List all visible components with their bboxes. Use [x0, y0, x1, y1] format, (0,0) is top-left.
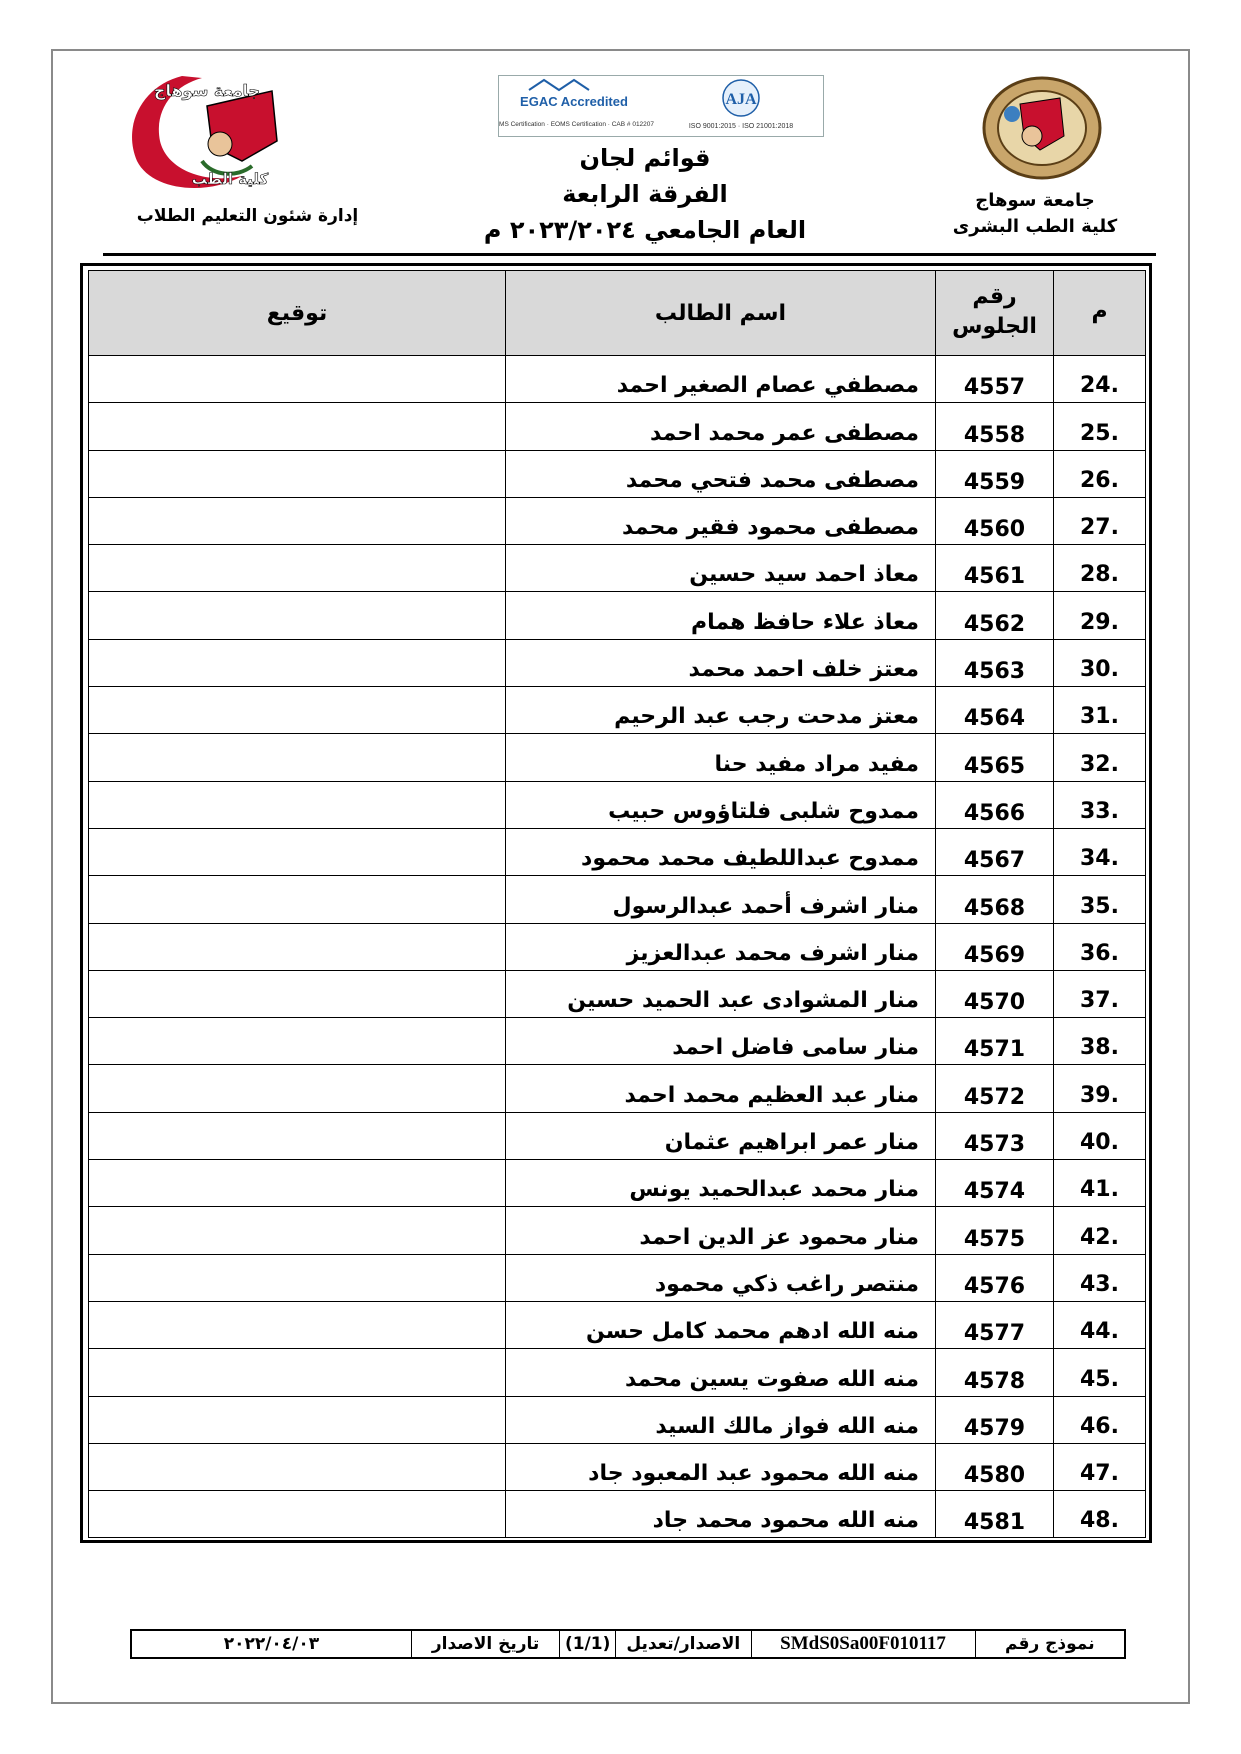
- table-row: [89, 1349, 1146, 1396]
- university-name: جامعة سوهاج: [975, 190, 1095, 211]
- seat-number: 4581: [936, 1491, 1054, 1538]
- table-row: [89, 545, 1146, 592]
- student-name: معاذ علاء حافظ همام: [506, 592, 936, 639]
- student-name: منار سامى فاضل احمد: [506, 1018, 936, 1065]
- table-row: [89, 356, 1146, 403]
- seat-number: 4566: [936, 781, 1054, 828]
- date-label: تاريخ الاصدار: [411, 1631, 559, 1657]
- student-name: منار اشرف محمد عبدالعزيز: [506, 923, 936, 970]
- row-number: 45.: [1054, 1349, 1146, 1396]
- egac-sub: QMS Certification · EOMS Certification · CAB # 012207: [499, 121, 655, 128]
- seat-number: 4567: [936, 828, 1054, 875]
- university-block: [935, 188, 1135, 240]
- table-row: [89, 828, 1146, 875]
- seat-number: 4580: [936, 1443, 1054, 1490]
- student-name: مفيد مراد مفيد حنا: [506, 734, 936, 781]
- table-row: [89, 497, 1146, 544]
- student-name: منار اشرف أحمد عبدالرسول: [506, 876, 936, 923]
- seat-number: 4561: [936, 545, 1054, 592]
- student-name: منه الله محمود عبد المعبود جاد: [506, 1443, 936, 1490]
- document-titles: [440, 140, 850, 248]
- student-name: منار المشوادى عبد الحميد حسين: [506, 970, 936, 1017]
- signature-cell: [89, 923, 506, 970]
- signature-cell: [89, 497, 506, 544]
- row-number: 36.: [1054, 923, 1146, 970]
- seat-number: 4560: [936, 497, 1054, 544]
- table-row: [89, 1491, 1146, 1538]
- aja-text: AJA: [725, 91, 757, 108]
- table-row: [89, 592, 1146, 639]
- table-header-row: [89, 271, 1146, 356]
- table-row: [89, 734, 1146, 781]
- faculty-name: كلية الطب البشرى: [952, 216, 1118, 237]
- row-number: 32.: [1054, 734, 1146, 781]
- seat-number: 4568: [936, 876, 1054, 923]
- edition-value: (1/1): [559, 1631, 615, 1657]
- row-number: 47.: [1054, 1443, 1146, 1490]
- accreditation-badges: [498, 75, 824, 137]
- aja-sub: ISO 9001:2015 · ISO 21001:2018: [688, 123, 794, 130]
- seat-number: 4570: [936, 970, 1054, 1017]
- seat-number: 4573: [936, 1112, 1054, 1159]
- table-row: [89, 1207, 1146, 1254]
- signature-cell: [89, 970, 506, 1017]
- table-row: [89, 923, 1146, 970]
- title-line-2: الفرقة الرابعة: [562, 180, 728, 208]
- row-number: 39.: [1054, 1065, 1146, 1112]
- signature-cell: [89, 639, 506, 686]
- student-name: منار عمر ابراهيم عثمان: [506, 1112, 936, 1159]
- signature-cell: [89, 1160, 506, 1207]
- seat-number: 4559: [936, 450, 1054, 497]
- signature-cell: [89, 734, 506, 781]
- seat-number: 4575: [936, 1207, 1054, 1254]
- student-name: مصطفى محمد فتحي محمد: [506, 450, 936, 497]
- seat-number: 4574: [936, 1160, 1054, 1207]
- signature-cell: [89, 1065, 506, 1112]
- form-footer: [130, 1629, 1126, 1659]
- header-divider: [103, 253, 1156, 256]
- header-no: م: [1054, 271, 1146, 356]
- signature-cell: [89, 781, 506, 828]
- row-number: 28.: [1054, 545, 1146, 592]
- seat-number: 4564: [936, 687, 1054, 734]
- student-name: ممدوح عبداللطيف محمد محمود: [506, 828, 936, 875]
- signature-cell: [89, 1443, 506, 1490]
- row-number: 38.: [1054, 1018, 1146, 1065]
- student-name: منه الله صفوت يسين محمد: [506, 1349, 936, 1396]
- seat-number: 4571: [936, 1018, 1054, 1065]
- row-number: 43.: [1054, 1254, 1146, 1301]
- row-number: 34.: [1054, 828, 1146, 875]
- row-number: 24.: [1054, 356, 1146, 403]
- student-name: منه الله محمود محمد جاد: [506, 1491, 936, 1538]
- seat-number: 4578: [936, 1349, 1054, 1396]
- student-name: معتز خلف احمد محمد: [506, 639, 936, 686]
- title-line-1: قوائم لجان: [579, 144, 711, 172]
- header-name: اسم الطالب: [506, 271, 936, 356]
- signature-cell: [89, 1207, 506, 1254]
- table-row: [89, 1112, 1146, 1159]
- signature-cell: [89, 403, 506, 450]
- signature-cell: [89, 1396, 506, 1443]
- row-number: 48.: [1054, 1491, 1146, 1538]
- row-number: 42.: [1054, 1207, 1146, 1254]
- student-name: معاذ احمد سيد حسين: [506, 545, 936, 592]
- university-seal: [980, 74, 1104, 182]
- signature-cell: [89, 687, 506, 734]
- row-number: 31.: [1054, 687, 1146, 734]
- seat-number: 4576: [936, 1254, 1054, 1301]
- header-sign: توقيع: [89, 271, 506, 356]
- egac-text: EGAC Accredited: [520, 94, 628, 109]
- students-table: [88, 270, 1146, 1538]
- table-row: [89, 876, 1146, 923]
- edition-label: الاصدار/تعديل: [615, 1631, 750, 1657]
- header-seat: رقم الجلوس: [936, 271, 1054, 356]
- signature-cell: [89, 356, 506, 403]
- student-name: منار محمود عز الدين احمد: [506, 1207, 936, 1254]
- row-number: 41.: [1054, 1160, 1146, 1207]
- seat-number: 4558: [936, 403, 1054, 450]
- table-row: [89, 781, 1146, 828]
- table-row: [89, 1254, 1146, 1301]
- student-name: مصطفى عمر محمد احمد: [506, 403, 936, 450]
- row-number: 27.: [1054, 497, 1146, 544]
- seat-number: 4572: [936, 1065, 1054, 1112]
- signature-cell: [89, 450, 506, 497]
- student-name: مصطفي عصام الصغير احمد: [506, 356, 936, 403]
- student-name: منه الله فواز مالك السيد: [506, 1396, 936, 1443]
- student-name: ممدوح شلبى فلتاؤوس حبيب: [506, 781, 936, 828]
- row-number: 46.: [1054, 1396, 1146, 1443]
- table-row: [89, 970, 1146, 1017]
- row-number: 26.: [1054, 450, 1146, 497]
- student-name: معتز مدحت رجب عبد الرحيم: [506, 687, 936, 734]
- student-name: منه الله ادهم محمد كامل حسن: [506, 1301, 936, 1348]
- signature-cell: [89, 545, 506, 592]
- table-row: [89, 450, 1146, 497]
- seat-number: 4569: [936, 923, 1054, 970]
- student-name: منار محمد عبدالحميد يونس: [506, 1160, 936, 1207]
- table-row: [89, 1160, 1146, 1207]
- row-number: 44.: [1054, 1301, 1146, 1348]
- row-number: 30.: [1054, 639, 1146, 686]
- department-name: إدارة شئون التعليم الطلاب: [136, 206, 359, 226]
- row-number: 37.: [1054, 970, 1146, 1017]
- table-row: [89, 1396, 1146, 1443]
- seat-number: 4563: [936, 639, 1054, 686]
- table-row: [89, 403, 1146, 450]
- form-label: نموذج رقم: [975, 1631, 1124, 1657]
- row-number: 25.: [1054, 403, 1146, 450]
- title-line-3: العام الجامعي ٢٠٢٣/٢٠٢٤ م: [483, 216, 807, 244]
- row-number: 33.: [1054, 781, 1146, 828]
- signature-cell: [89, 1491, 506, 1538]
- signature-cell: [89, 828, 506, 875]
- seat-number: 4565: [936, 734, 1054, 781]
- logo-text-top: جامعة سوهاج: [153, 81, 261, 100]
- seat-number: 4579: [936, 1396, 1054, 1443]
- student-name: منار عبد العظيم محمد احمد: [506, 1065, 936, 1112]
- row-number: 35.: [1054, 876, 1146, 923]
- signature-cell: [89, 876, 506, 923]
- signature-cell: [89, 1018, 506, 1065]
- seat-number: 4562: [936, 592, 1054, 639]
- signature-cell: [89, 1349, 506, 1396]
- logo-text-bottom: كلية الطب: [191, 170, 269, 188]
- seat-number: 4557: [936, 356, 1054, 403]
- table-row: [89, 687, 1146, 734]
- student-name: منتصر راغب ذكي محمود: [506, 1254, 936, 1301]
- signature-cell: [89, 1112, 506, 1159]
- table-row: [89, 1018, 1146, 1065]
- row-number: 40.: [1054, 1112, 1146, 1159]
- form-code: SMdS0Sa00F010117: [751, 1631, 975, 1657]
- signature-cell: [89, 592, 506, 639]
- faculty-logo: [112, 66, 312, 198]
- row-number: 29.: [1054, 592, 1146, 639]
- signature-cell: [89, 1301, 506, 1348]
- seat-number: 4577: [936, 1301, 1054, 1348]
- table-row: [89, 1065, 1146, 1112]
- table-row: [89, 1443, 1146, 1490]
- table-row: [89, 639, 1146, 686]
- signature-cell: [89, 1254, 506, 1301]
- student-name: مصطفى محمود فقير محمد: [506, 497, 936, 544]
- date-value: ٢٠٢٢/٠٤/٠٣: [223, 1634, 320, 1654]
- table-row: [89, 1301, 1146, 1348]
